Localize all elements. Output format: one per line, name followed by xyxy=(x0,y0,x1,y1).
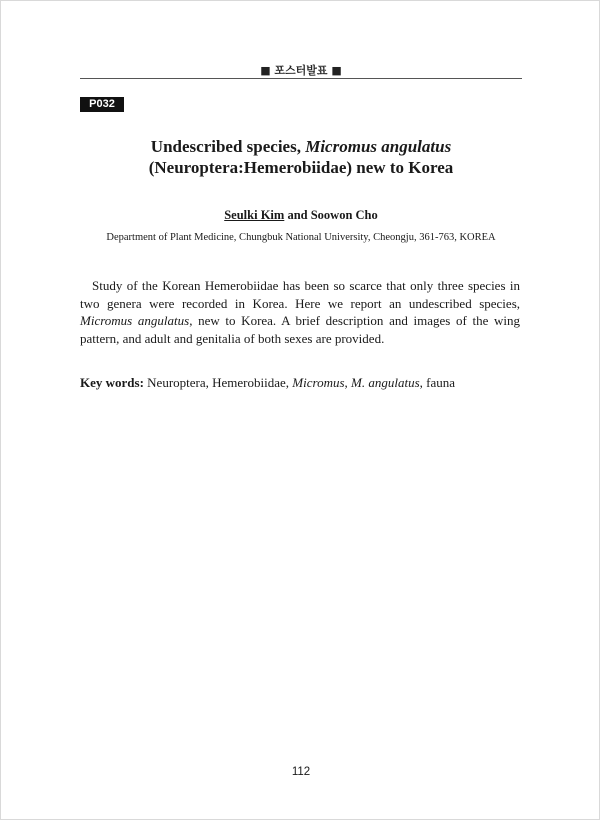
abstract-species: Micromus angulatus xyxy=(80,313,190,328)
author-connector: and xyxy=(284,208,311,222)
poster-code-badge: P032 xyxy=(80,97,124,112)
page-number: 112 xyxy=(291,766,311,778)
title-line-1 xyxy=(80,136,522,157)
header-divider xyxy=(80,78,522,79)
keywords-label: Key words: xyxy=(80,375,144,390)
title-line-2: (Neuroptera:Hemerobiidae) new to Korea xyxy=(148,158,454,177)
title-prefix: Undescribed species, xyxy=(150,137,306,156)
title-species: Micromus angulatus xyxy=(305,137,452,156)
author-list xyxy=(80,208,522,223)
affiliation: Department of Plant Medicine, Chungbuk National University, Cheongju, 361-763, KOREA xyxy=(106,232,496,243)
section-header: ■ 포스터발표 ■ xyxy=(260,64,342,77)
abstract-part-1: Study of the Korean Hemerobiidae has been so scarce that only three species in two genera were recorded in Korea. Here we report an undescribed species, xyxy=(80,278,520,311)
paper-title xyxy=(80,136,522,178)
keywords-plain-2: , fauna xyxy=(419,375,456,390)
co-author: Soowon Cho xyxy=(310,208,378,222)
keywords-italic-1: Micromus xyxy=(292,375,345,390)
keywords-separator: , xyxy=(344,375,352,390)
keywords-italic-2: M. angulatus xyxy=(351,375,420,390)
presenting-author: Seulki Kim xyxy=(224,208,285,222)
keywords xyxy=(80,374,522,391)
keywords-plain-1: Neuroptera, Hemerobiidae, xyxy=(143,375,293,390)
abstract-part-2: , new to Korea. A brief description and images of the wing pattern, and adult and genitalia of both sexes are provided. xyxy=(80,313,520,346)
abstract-body xyxy=(80,277,520,347)
